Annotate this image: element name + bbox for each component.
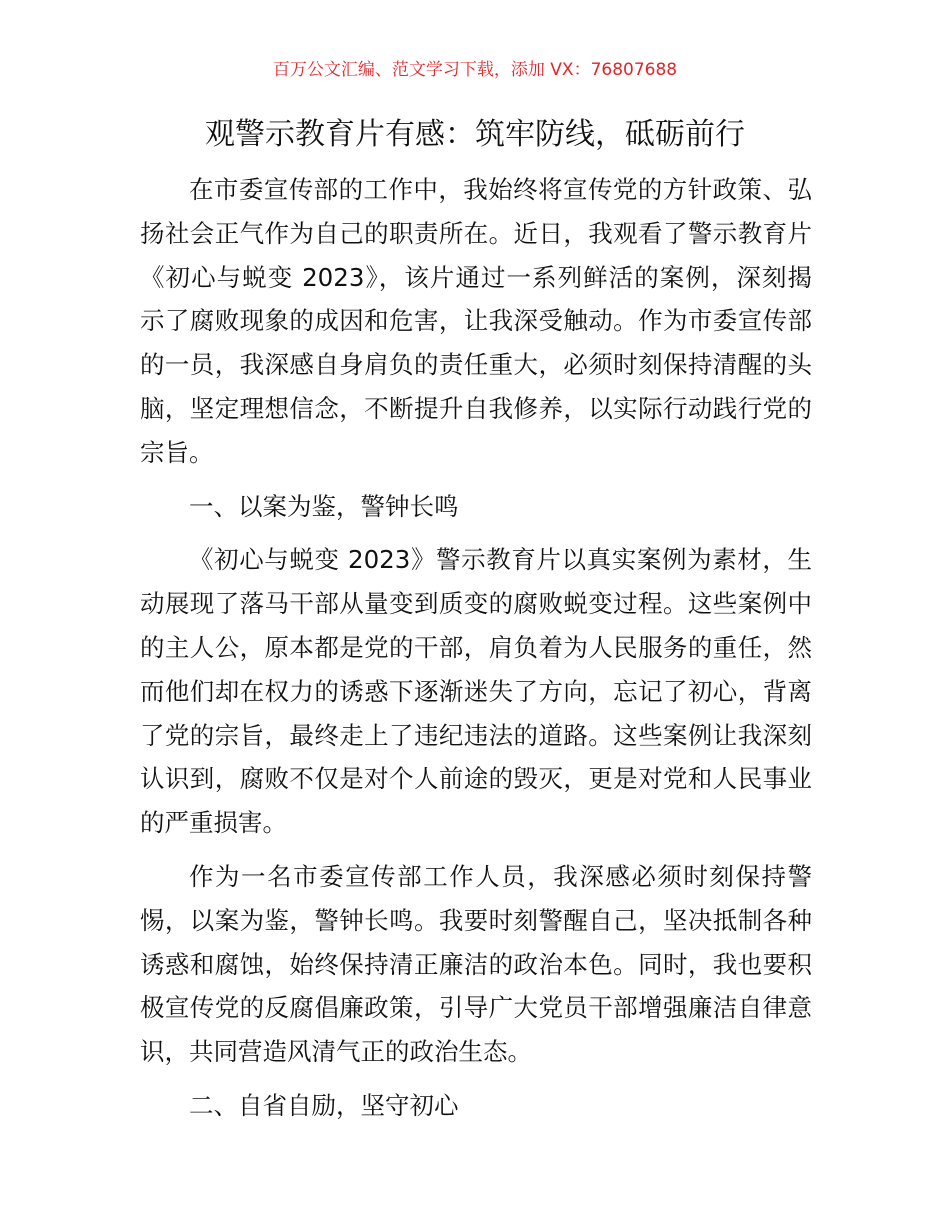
- text-line: 的一员，我深感自身肩负的责任重大，必须时刻保持清醒的头: [140, 350, 812, 380]
- text-line: 了党的宗旨，最终走上了违纪违法的道路。这些案例让我深刻: [140, 720, 812, 750]
- section-heading: [140, 1084, 812, 1128]
- text-line: 示了腐败现象的成因和危害，让我深受触动。作为市委宣传部: [140, 306, 812, 336]
- text-line: 一、以案为鉴，警钟长鸣: [189, 491, 459, 521]
- text-line: 扬社会正气作为自己的职责所在。近日，我观看了警示教育片: [140, 218, 812, 248]
- text-line: 动展现了落马干部从量变到质变的腐败蜕变过程。这些案例中: [140, 589, 812, 619]
- text-line: 而他们却在权力的诱惑下逐渐迷失了方向，忘记了初心，背离: [140, 676, 812, 706]
- text-line: 《初心与蜕变 2023》，该片通过一系列鲜活的案例，深刻揭: [140, 262, 812, 292]
- text-line: 认识到，腐败不仅是对个人前途的毁灭，更是对党和人民事业: [140, 764, 812, 794]
- text-line: 在市委宣传部的工作中，我始终将宣传党的方针政策、弘: [189, 175, 812, 204]
- section-heading: [140, 485, 812, 529]
- text-line: 诱惑和腐蚀，始终保持清正廉洁的政治本色。同时，我也要积: [140, 949, 812, 979]
- text-line: 的主人公，原本都是党的干部，肩负着为人民服务的重任，然: [140, 632, 812, 662]
- text-line: 的严重损害。: [140, 808, 287, 838]
- paragraph: [140, 855, 812, 1074]
- paragraph: [140, 168, 812, 475]
- text-line: 极宣传党的反腐倡廉政策，引导广大党员干部增强廉洁自律意: [140, 993, 812, 1023]
- text-line: 惕，以案为鉴，警钟长鸣。我要时刻警醒自己，坚决抵制各种: [140, 905, 812, 935]
- text-line: 脑，坚定理想信念，不断提升自我修养，以实际行动践行党的: [140, 393, 812, 423]
- text-line: 二、自省自励，坚守初心: [189, 1090, 459, 1120]
- download-banner: 百万公文汇编、范文学习下载，添加 VX：76807688: [272, 60, 678, 80]
- paragraph: [140, 538, 812, 845]
- text-line: 宗旨。: [140, 437, 214, 467]
- text-line: 《初心与蜕变 2023》警示教育片以真实案例为素材，生: [189, 545, 812, 575]
- text-line: 作为一名市委宣传部工作人员，我深感必须时刻保持警: [189, 861, 812, 891]
- document-title: 观警示教育片有感：筑牢防线，砥砺前行: [205, 117, 745, 152]
- document-body: [140, 168, 812, 1138]
- text-line: 识，共同营造风清气正的政治生态。: [140, 1037, 532, 1067]
